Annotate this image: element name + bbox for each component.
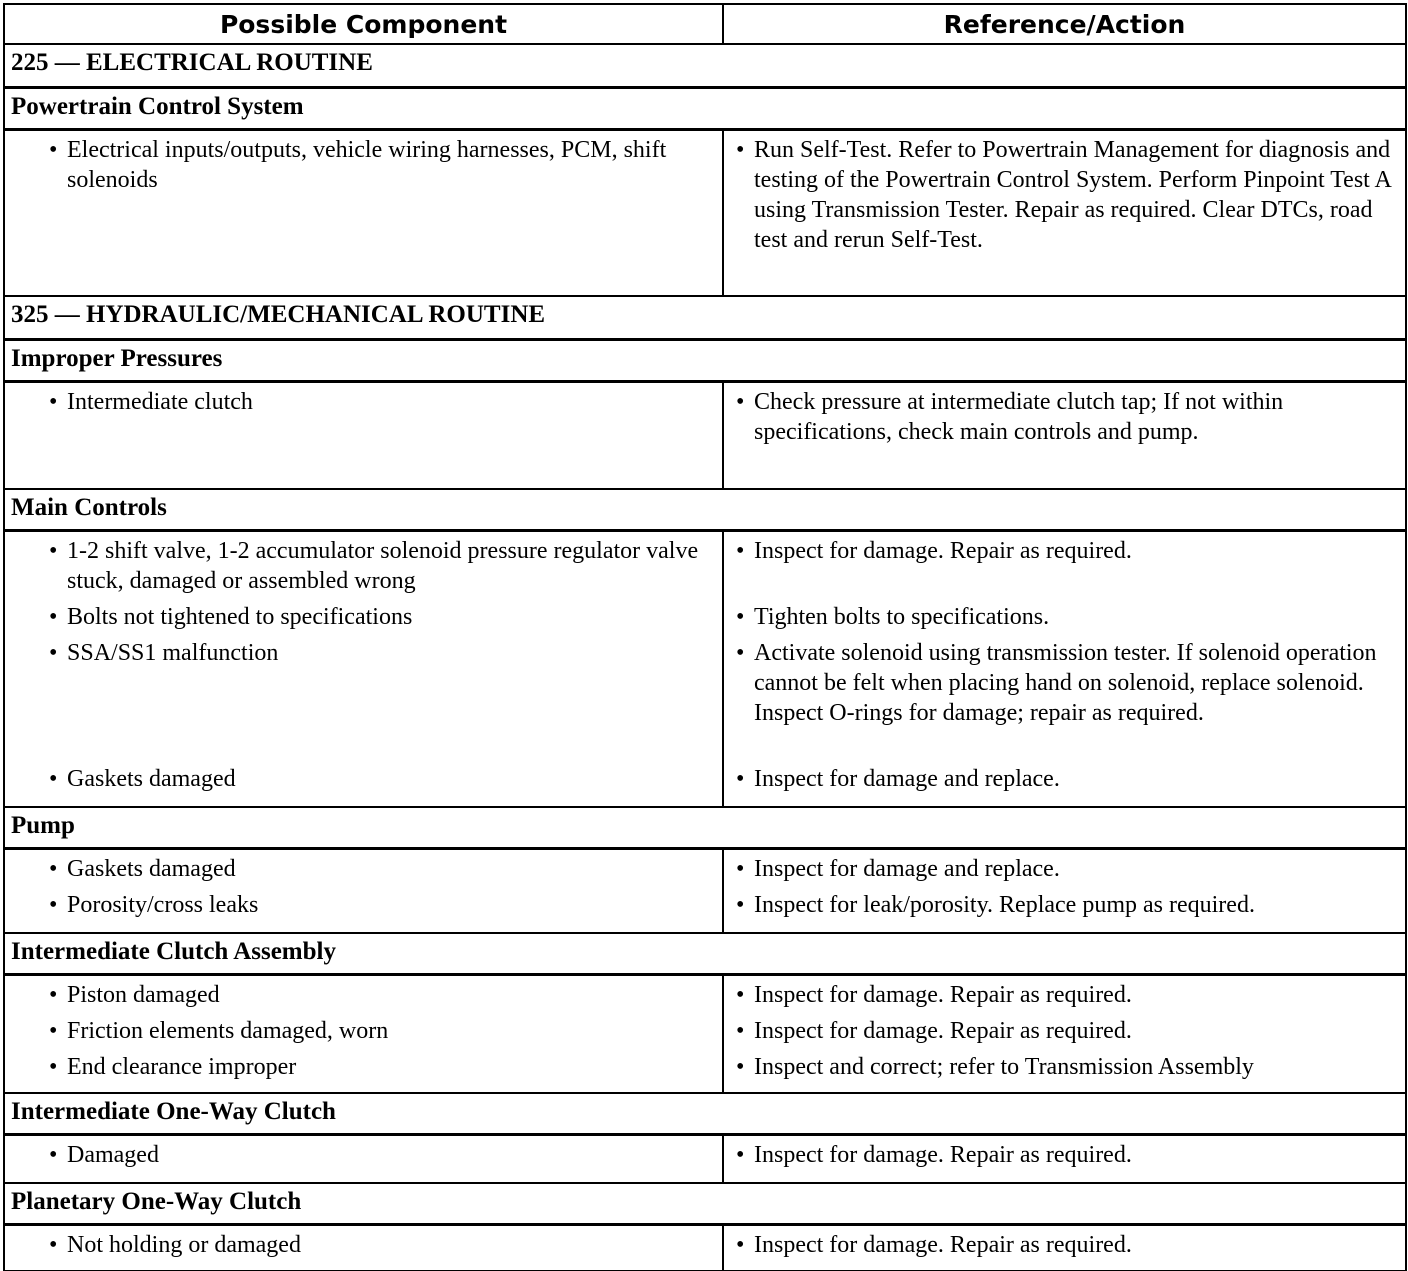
component-item bbox=[5, 387, 722, 477]
diagnosis-table-page bbox=[3, 3, 1405, 1271]
component-item bbox=[5, 1016, 722, 1052]
component-cell bbox=[4, 130, 723, 297]
action-text: Activate solenoid using transmission tester. If solenoid operation cannot be felt when placing hand on solenoid, replace solenoid. Inspect O-rings for damage; repair as required. bbox=[754, 640, 1377, 726]
table-body bbox=[4, 44, 1406, 1271]
bullet-icon: • bbox=[736, 137, 745, 163]
section-header-row bbox=[4, 44, 1406, 88]
table-row bbox=[4, 1225, 1406, 1271]
action-item bbox=[724, 764, 1405, 794]
column-header: Possible Component bbox=[4, 4, 723, 44]
component-item bbox=[5, 135, 722, 285]
component-cell bbox=[4, 1225, 723, 1271]
section-title: 225 — ELECTRICAL ROUTINE bbox=[4, 44, 1406, 88]
component-text: Friction elements damaged, worn bbox=[67, 1018, 389, 1044]
component-text: Electrical inputs/outputs, vehicle wiring harnesses, PCM, shift solenoids bbox=[67, 137, 667, 193]
action-text: Inspect for damage. Repair as required. bbox=[754, 1232, 1132, 1258]
table-header-row bbox=[4, 4, 1406, 44]
component-item bbox=[5, 1052, 722, 1086]
group-title: Pump bbox=[4, 807, 1406, 849]
table-row bbox=[4, 382, 1406, 490]
group-title: Main Controls bbox=[4, 489, 1406, 531]
bullet-icon: • bbox=[736, 856, 745, 882]
table-row bbox=[4, 975, 1406, 1094]
bullet-icon: • bbox=[736, 892, 745, 918]
table-row bbox=[4, 1135, 1406, 1184]
component-item bbox=[5, 602, 722, 638]
action-item bbox=[724, 1230, 1405, 1264]
component-item bbox=[5, 764, 722, 794]
section-title: 325 — HYDRAULIC/MECHANICAL ROUTINE bbox=[4, 296, 1406, 340]
component-cell bbox=[4, 531, 723, 808]
component-item bbox=[5, 1230, 722, 1264]
table-row bbox=[4, 130, 1406, 297]
action-text: Inspect for damage. Repair as required. bbox=[754, 1018, 1132, 1044]
group-title: Intermediate One-Way Clutch bbox=[4, 1093, 1406, 1135]
action-text: Inspect for damage. Repair as required. bbox=[754, 538, 1132, 564]
component-text: Damaged bbox=[67, 1142, 159, 1168]
component-cell bbox=[4, 849, 723, 934]
component-item bbox=[5, 1140, 722, 1174]
component-text: Bolts not tightened to specifications bbox=[67, 604, 413, 630]
action-text: Inspect for leak/porosity. Replace pump as required. bbox=[754, 892, 1255, 918]
action-cell bbox=[723, 1135, 1406, 1184]
bullet-icon: • bbox=[736, 604, 745, 630]
action-cell bbox=[723, 849, 1406, 934]
group-header-row bbox=[4, 933, 1406, 975]
group-header-row bbox=[4, 88, 1406, 130]
bullet-icon: • bbox=[736, 1018, 745, 1044]
group-header-row bbox=[4, 1093, 1406, 1135]
action-text: Inspect for damage and replace. bbox=[754, 766, 1060, 792]
component-item bbox=[5, 536, 722, 602]
bullet-icon: • bbox=[49, 1054, 58, 1080]
action-cell bbox=[723, 130, 1406, 297]
group-header-row bbox=[4, 340, 1406, 382]
bullet-icon: • bbox=[736, 389, 745, 415]
component-text: Gaskets damaged bbox=[67, 766, 236, 792]
component-cell bbox=[4, 1135, 723, 1184]
action-item bbox=[724, 1052, 1405, 1086]
action-item bbox=[724, 1140, 1405, 1174]
group-title: Powertrain Control System bbox=[4, 88, 1406, 130]
action-text: Inspect for damage. Repair as required. bbox=[754, 982, 1132, 1008]
bullet-icon: • bbox=[49, 640, 58, 666]
group-title: Planetary One-Way Clutch bbox=[4, 1183, 1406, 1225]
action-item bbox=[724, 135, 1405, 285]
group-header-row bbox=[4, 489, 1406, 531]
action-text: Tighten bolts to specifications. bbox=[754, 604, 1050, 630]
group-title: Intermediate Clutch Assembly bbox=[4, 933, 1406, 975]
bullet-icon: • bbox=[49, 982, 58, 1008]
bullet-icon: • bbox=[736, 1142, 745, 1168]
bullet-icon: • bbox=[736, 1232, 745, 1258]
bullet-icon: • bbox=[49, 604, 58, 630]
action-cell bbox=[723, 382, 1406, 490]
action-cell bbox=[723, 975, 1406, 1094]
component-item bbox=[5, 980, 722, 1016]
component-text: Intermediate clutch bbox=[67, 389, 253, 415]
bullet-icon: • bbox=[49, 1018, 58, 1044]
table-row bbox=[4, 849, 1406, 934]
action-text: Run Self-Test. Refer to Powertrain Management for diagnosis and testing of the Powertrain Control System. Perform Pinpoint Test A using Transmission Tester. Repair as required. Clear DTCs, road test and rerun Self-Test. bbox=[754, 137, 1391, 253]
action-cell bbox=[723, 1225, 1406, 1271]
bullet-icon: • bbox=[49, 892, 58, 918]
bullet-icon: • bbox=[736, 982, 745, 1008]
component-cell bbox=[4, 382, 723, 490]
group-header-row bbox=[4, 1183, 1406, 1225]
bullet-icon: • bbox=[736, 766, 745, 792]
component-item bbox=[5, 890, 722, 926]
table-row bbox=[4, 531, 1406, 808]
action-item bbox=[724, 1016, 1405, 1052]
action-item bbox=[724, 980, 1405, 1016]
component-text: 1-2 shift valve, 1-2 accumulator solenoid pressure regulator valve stuck, damaged or assembled wrong bbox=[67, 538, 699, 594]
bullet-icon: • bbox=[49, 1142, 58, 1168]
bullet-icon: • bbox=[736, 1054, 745, 1080]
action-item bbox=[724, 602, 1405, 638]
diagnosis-table bbox=[3, 3, 1407, 1271]
column-header: Reference/Action bbox=[723, 4, 1406, 44]
bullet-icon: • bbox=[736, 538, 745, 564]
group-title: Improper Pressures bbox=[4, 340, 1406, 382]
action-item bbox=[724, 536, 1405, 602]
component-text: Gaskets damaged bbox=[67, 856, 236, 882]
component-text: End clearance improper bbox=[67, 1054, 297, 1080]
action-item bbox=[724, 854, 1405, 890]
component-cell bbox=[4, 975, 723, 1094]
action-item bbox=[724, 890, 1405, 926]
action-item bbox=[724, 387, 1405, 477]
component-text: SSA/SS1 malfunction bbox=[67, 640, 279, 666]
bullet-icon: • bbox=[49, 766, 58, 792]
component-item bbox=[5, 638, 722, 764]
bullet-icon: • bbox=[49, 1232, 58, 1258]
bullet-icon: • bbox=[49, 137, 58, 163]
action-text: Check pressure at intermediate clutch tap; If not within specifications, check main controls and pump. bbox=[754, 389, 1284, 445]
group-header-row bbox=[4, 807, 1406, 849]
bullet-icon: • bbox=[49, 538, 58, 564]
bullet-icon: • bbox=[49, 856, 58, 882]
bullet-icon: • bbox=[736, 640, 745, 666]
component-text: Porosity/cross leaks bbox=[67, 892, 259, 918]
action-text: Inspect and correct; refer to Transmission Assembly bbox=[754, 1054, 1254, 1080]
bullet-icon: • bbox=[49, 389, 58, 415]
action-item bbox=[724, 638, 1405, 764]
action-cell bbox=[723, 531, 1406, 808]
section-header-row bbox=[4, 296, 1406, 340]
component-item bbox=[5, 854, 722, 890]
action-text: Inspect for damage and replace. bbox=[754, 856, 1060, 882]
component-text: Not holding or damaged bbox=[67, 1232, 301, 1258]
action-text: Inspect for damage. Repair as required. bbox=[754, 1142, 1132, 1168]
component-text: Piston damaged bbox=[67, 982, 220, 1008]
